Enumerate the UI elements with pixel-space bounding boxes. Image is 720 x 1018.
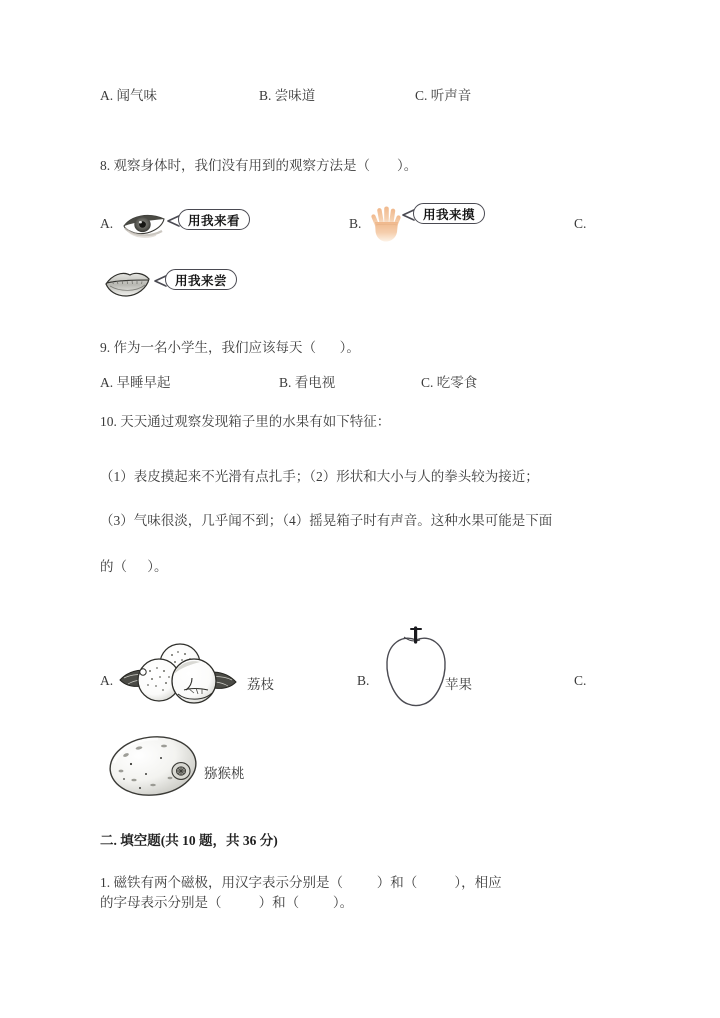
apple-icon [382,626,450,708]
section-two-question-1-line-1: 1. 磁铁有两个磁极，用汉字表示分别是（ ）和（ ），相应 [100,875,502,890]
hand-icon [370,205,404,242]
question-9-option-c: C. 吃零食 [421,375,478,390]
question-8-option-a-letter: A. [100,216,114,231]
question-8-option-b-bubble: 用我来摸 [413,203,485,224]
question-8-option-c-bubble: 用我来尝 [165,269,237,290]
kiwi-icon [106,733,202,799]
question-7-option-a: A. 闻气味 [100,88,157,103]
question-7-option-c: C. 听声音 [415,88,472,103]
eye-icon [122,209,170,239]
question-9-stem: 9. 作为一名小学生，我们应该每天（ ）。 [100,340,360,355]
question-10-features-line-1: （1）表皮摸起来不光滑有点扎手；（2）形状和大小与人的拳头较为接近； [100,469,539,484]
question-10-stem: 10. 天天通过观察发现箱子里的水果有如下特征： [100,414,391,429]
section-two-question-1-line-2: 的字母表示分别是（ ）和（ ）。 [100,895,354,910]
question-8-stem: 8. 观察身体时，我们没有用到的观察方法是（ ）。 [100,158,418,173]
question-10-features-line-2: （3）气味很淡，几乎闻不到；（4）摇晃箱子时有声音。这种水果可能是下面 [100,513,553,528]
question-10-option-c-label: 猕猴桃 [204,766,245,781]
question-10-option-a-letter: A. [100,673,114,688]
question-10-option-b-label: 苹果 [445,677,472,692]
question-10-option-a-label: 荔枝 [247,677,274,692]
question-7-option-b: B. 尝味道 [259,88,316,103]
question-10-option-b-letter: B. [357,673,370,688]
question-8-option-b-letter: B. [349,216,362,231]
question-8-option-a-bubble: 用我来看 [178,209,250,230]
page-content-area [96,0,626,1018]
lychee-icon [118,638,240,704]
question-9-option-a: A. 早睡早起 [100,375,171,390]
question-10-features-line-3: 的（ ）。 [100,559,168,574]
question-8-option-c-letter: C. [574,216,587,231]
section-two-heading: 二. 填空题(共 10 题，共 36 分) [100,833,278,848]
question-9-option-b: B. 看电视 [279,375,336,390]
question-10-option-c-letter: C. [574,673,587,688]
mouth-icon [104,270,152,298]
